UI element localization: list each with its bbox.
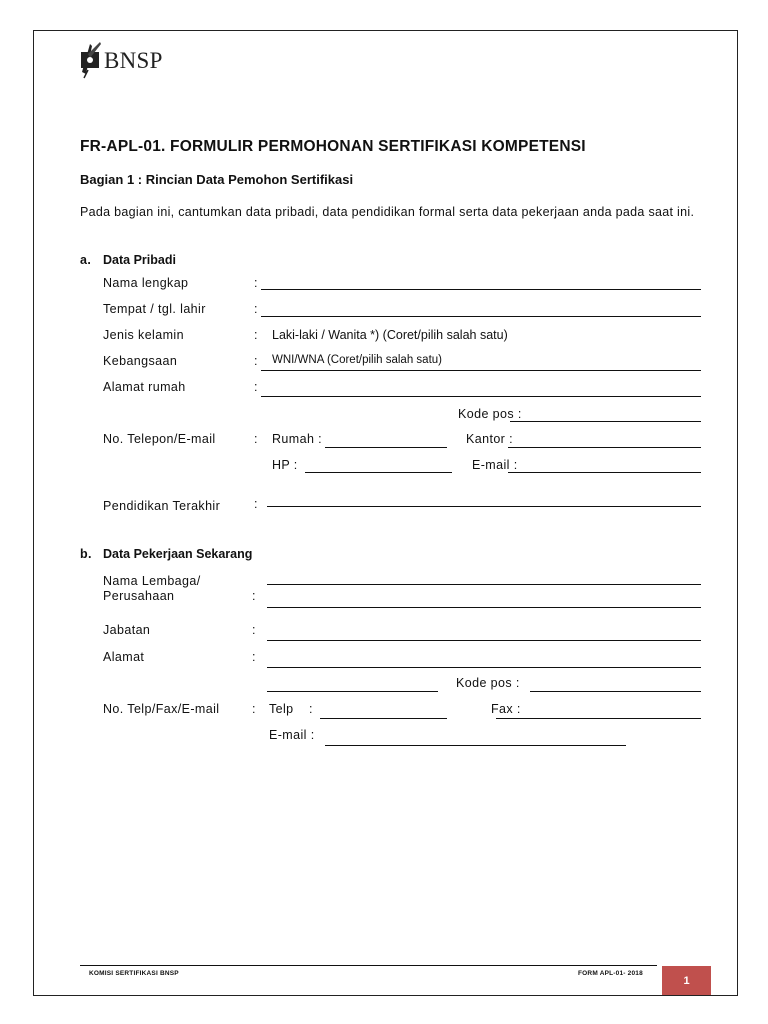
colon: :: [252, 589, 256, 603]
logo-text: BNSP: [104, 48, 163, 73]
work-contact-label: No. Telp/Fax/E-mail: [103, 702, 220, 716]
bnsp-logo: [78, 40, 168, 82]
work-address-label: Alamat: [103, 650, 145, 664]
company-label-line1: Nama Lembaga/: [103, 574, 201, 588]
work-address-field[interactable]: [267, 667, 701, 668]
nationality-label: Kebangsaan: [103, 354, 178, 368]
work-heading-letter: b.: [80, 547, 92, 561]
section-title: Bagian 1 : Rincian Data Pemohon Sertifikasi: [80, 172, 354, 187]
work-heading: Data Pekerjaan Sekarang: [103, 547, 253, 561]
footer-left-text: KOMISI SERTIFIKASI BNSP: [89, 970, 179, 977]
company-field-2[interactable]: [267, 607, 701, 608]
office-phone-field[interactable]: [508, 447, 701, 448]
home-postal-field[interactable]: [510, 421, 701, 422]
fax-field[interactable]: [496, 718, 701, 719]
fax-label: Fax :: [491, 702, 521, 716]
bnsp-emblem-icon: [78, 40, 104, 82]
position-field[interactable]: [267, 640, 701, 641]
nationality-field[interactable]: [261, 370, 701, 371]
colon: :: [252, 623, 256, 637]
education-field[interactable]: [267, 506, 701, 507]
birth-label: Tempat / tgl. lahir: [103, 302, 206, 316]
mobile-label: HP :: [272, 458, 298, 472]
colon: :: [254, 354, 258, 368]
work-address-field-2[interactable]: [267, 691, 438, 692]
home-postal-label: Kode pos :: [458, 407, 522, 421]
telp-colon: :: [309, 702, 313, 716]
form-title: FR-APL-01. FORMULIR PERMOHONAN SERTIFIKASI KOMPETENSI: [80, 138, 586, 155]
nationality-value[interactable]: WNI/WNA (Coret/pilih salah satu): [272, 354, 442, 366]
home-phone-label: Rumah :: [272, 432, 323, 446]
home-address-field[interactable]: [261, 396, 701, 397]
gender-value[interactable]: Laki-laki / Wanita *) (Coret/pilih salah satu): [272, 328, 508, 342]
telp-label: Telp: [269, 702, 294, 716]
work-postal-field[interactable]: [530, 691, 701, 692]
home-phone-field[interactable]: [325, 447, 447, 448]
colon: :: [252, 650, 256, 664]
colon: :: [254, 328, 258, 342]
company-field-1[interactable]: [267, 584, 701, 585]
page-number: 1: [683, 974, 690, 987]
full-name-field[interactable]: [261, 289, 701, 290]
position-label: Jabatan: [103, 623, 151, 637]
footer-divider: [80, 965, 657, 966]
personal-heading: Data Pribadi: [103, 253, 176, 267]
phone-label: No. Telepon/E-mail: [103, 432, 216, 446]
company-label-line2: Perusahaan: [103, 589, 175, 603]
work-postal-label: Kode pos :: [456, 676, 520, 690]
colon: :: [254, 302, 258, 316]
work-email-label: E-mail :: [269, 728, 315, 742]
page-number-badge: [662, 966, 711, 995]
full-name-label: Nama lengkap: [103, 276, 189, 290]
education-label: Pendidikan Terakhir: [103, 499, 221, 513]
email-field[interactable]: [508, 472, 701, 473]
colon: :: [254, 380, 258, 394]
telp-field[interactable]: [320, 718, 447, 719]
office-phone-label: Kantor :: [466, 432, 513, 446]
colon: :: [254, 276, 258, 290]
email-label: E-mail :: [472, 458, 518, 472]
colon: :: [254, 432, 258, 446]
work-email-field[interactable]: [325, 745, 626, 746]
birth-field[interactable]: [261, 316, 701, 317]
colon: :: [254, 497, 258, 511]
section-intro: Pada bagian ini, cantumkan data pribadi, data pendidikan formal serta data pekerjaan anda pada saat ini.: [80, 205, 695, 219]
home-address-label: Alamat rumah: [103, 380, 186, 394]
colon: :: [252, 702, 256, 716]
footer-right-text: FORM APL-01- 2018: [578, 970, 643, 977]
mobile-field[interactable]: [305, 472, 452, 473]
gender-label: Jenis kelamin: [103, 328, 184, 342]
personal-heading-letter: a.: [80, 253, 92, 267]
